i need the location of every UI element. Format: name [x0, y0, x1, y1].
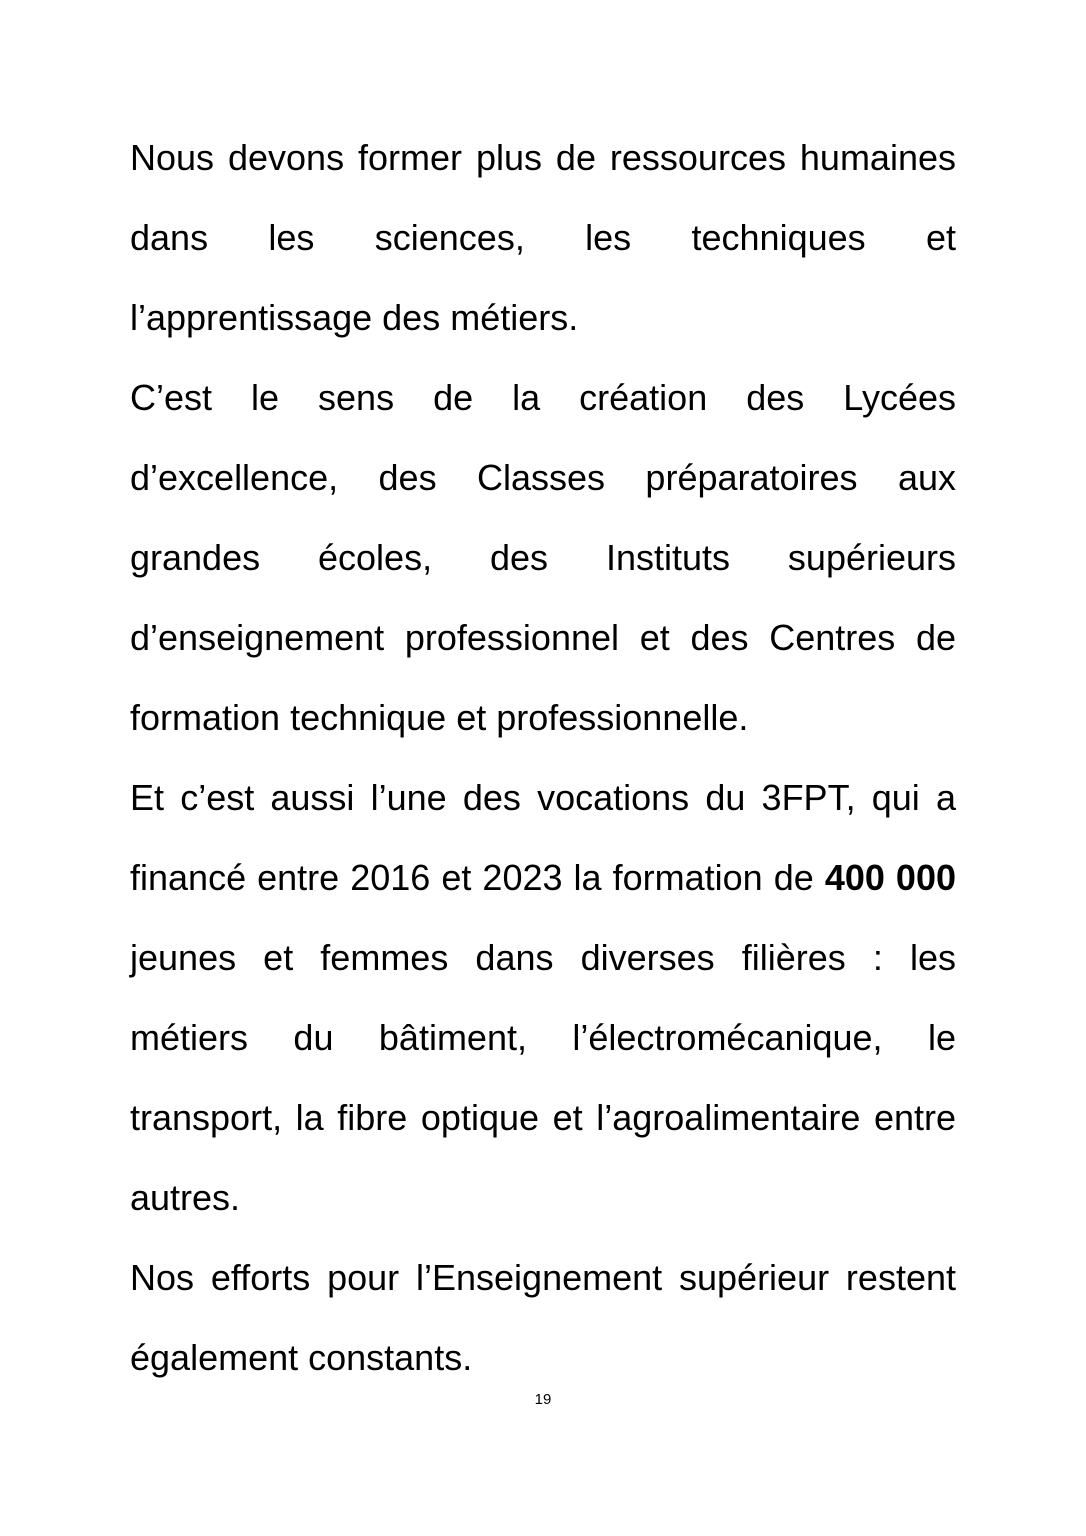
paragraph-3fpt-rest: jeunes et femmes dans diverses filières : les métiers du bâtiment, l’électromécanique, le transport, la fibre optique et l’agroalimentaire entre autres.	[130, 937, 956, 1218]
page-number: 19	[534, 1391, 552, 1408]
paragraph-3fpt-intro: Et c’est aussi l’une des vocations du 3FPT, qui a financé entre 2016 et 2023 la formation de	[130, 777, 956, 898]
paragraph-higher-education: Nos efforts pour l’Enseignement supérieur restent également constants.	[130, 1257, 956, 1378]
document-body	[130, 118, 956, 1398]
paragraph-institutions: C’est le sens de la création des Lycées d’excellence, des Classes préparatoires aux grandes écoles, des Instituts supérieurs d’enseignement professionnel et des Centres de formation technique et professionnelle.	[130, 377, 956, 738]
trainees-count: 400 000	[824, 857, 956, 898]
paragraph-training-resources: Nous devons former plus de ressources humaines dans les sciences, les techniques et l’apprentissage des métiers.	[130, 137, 956, 338]
paragraph-3fpt	[130, 758, 956, 1238]
